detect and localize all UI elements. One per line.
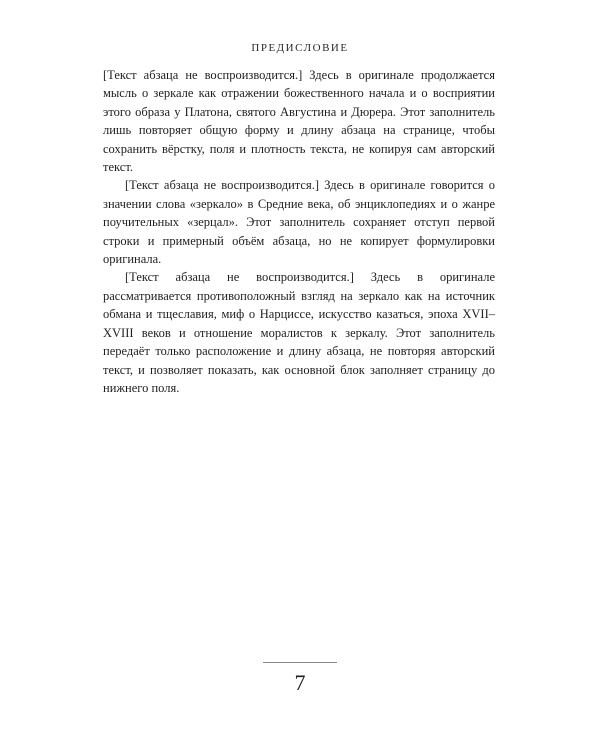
paragraph-3: [Текст абзаца не воспроизводится.] Здесь в оригинале рассматривается противоположный взгляд на зеркало как на источник обмана и тщеславия, миф о Нарциссе, искусство казаться, эпоха XVII–XVIII веков и отношение моралистов к зеркалу. Этот заполнитель передаёт только расположение и длину абзаца, не повторяя авторский текст, и позволяет показать, как основной блок заполняет страницу до нижнего поля. xyxy=(103,270,495,395)
paragraph-2: [Текст абзаца не воспроизводится.] Здесь в оригинале говорится о значении слова «зеркало» в Средние века, об энциклопедиях и о жанре поучительных «зерцал». Этот заполнитель сохраняет отступ первой строки и примерный объём абзаца, но не копирует формулировки оригинала. xyxy=(103,178,495,267)
running-head: ПРЕДИСЛОВИЕ xyxy=(251,42,349,54)
page-number: 7 xyxy=(294,670,306,695)
footer-rule xyxy=(263,662,337,663)
body-text xyxy=(103,66,495,397)
paragraph-1: [Текст абзаца не воспроизводится.] Здесь в оригинале продолжается мысль о зеркале как отражении божественного начала и о восприятии этого образа у Платона, святого Августина и Дюрера. Этот заполнитель лишь повторяет общую форму и длину абзаца на странице, чтобы сохранить вёрстку, поля и плотность текста, не копируя сам авторский текст. xyxy=(103,68,495,175)
